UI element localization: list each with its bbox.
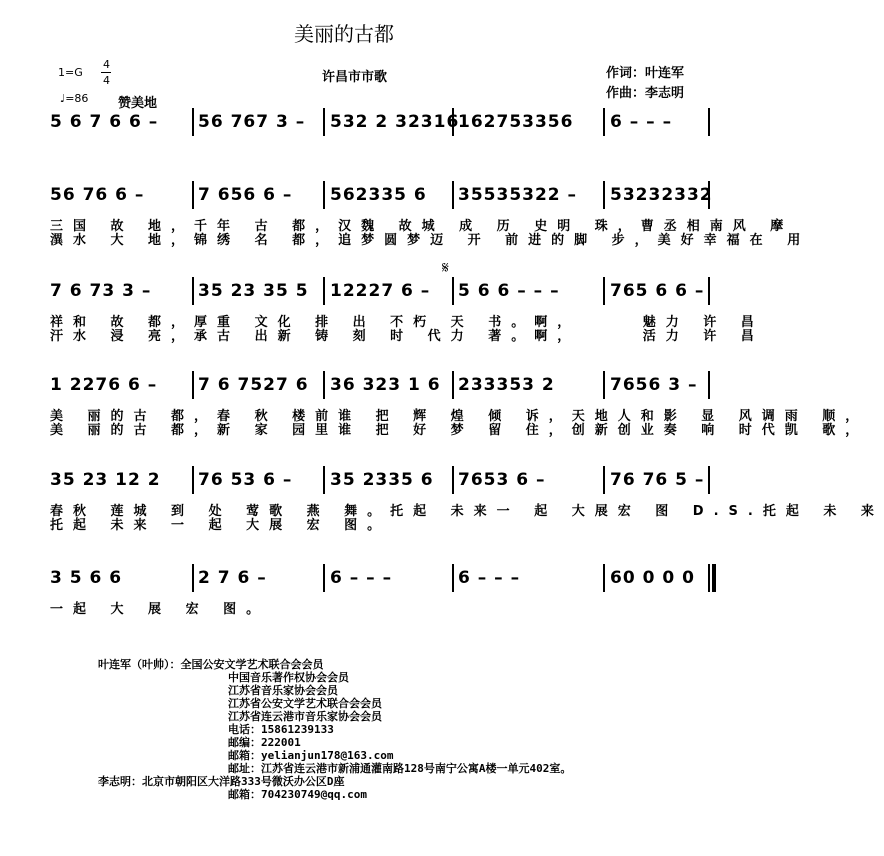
footer-postcode: 邮编：222001 — [228, 736, 301, 749]
measure-notes: 1 2276 6 – — [50, 375, 158, 395]
bar-line — [603, 564, 605, 592]
lyric-line: 三国 故 地，千年 古 都，汉魏 故城 成 历 史明 珠，曹丞相南风 摩 — [50, 219, 794, 234]
bar-line — [192, 181, 194, 209]
measure-notes: 56 767 3 – — [198, 112, 306, 132]
lyric-line: 祥和 故 都，厚重 文化 排 出 不朽 天 书。啊， 魅力 许 昌 — [50, 315, 764, 330]
measure-notes: 3 5 6 6 — [50, 568, 123, 588]
segno-icon: 𝄋 — [442, 258, 449, 277]
measure-notes: 60 0 0 0 — [610, 568, 695, 588]
measure-notes: 2 7 6 – — [198, 568, 267, 588]
bar-line — [323, 466, 325, 494]
bar-line — [603, 277, 605, 305]
lyric-line: 美 丽的古 都，春 秋 楼前谁 把 辉 煌 倾 诉，天地人和影 显 风调雨 顺， — [50, 409, 869, 424]
measure-notes: 12227 6 – — [330, 281, 431, 301]
measure-notes: 162753356 — [458, 112, 574, 132]
measure-notes: 35 23 12 2 — [50, 470, 161, 490]
footer-phone: 电话：15861239133 — [228, 723, 334, 736]
expression-marking: 赞美地 — [118, 96, 158, 111]
bar-line — [192, 564, 194, 592]
lyric-line: 潩水 大 地，锦绣 名 都，追梦圆梦迈 开 前进的脚 步，美好幸福在 用 — [50, 233, 811, 248]
footer-composer-address: 李志明：北京市朝阳区大洋路333号微沃办公区D座 — [98, 775, 345, 788]
bar-line — [708, 277, 710, 305]
measure-notes: 5 6 6 – – – — [458, 281, 560, 301]
bar-line — [192, 277, 194, 305]
final-bar-line — [712, 564, 716, 592]
lyric-line: 汗水 浸 亮，承古 出新 铸 刻 时 代力 著。啊， 活力 许 昌 — [50, 329, 764, 344]
measure-notes: 76 76 5 – — [610, 470, 705, 490]
measure-notes: 36 323 1 6 — [330, 375, 441, 395]
measure-notes: 6 – – – — [458, 568, 521, 588]
bar-line — [452, 277, 454, 305]
measure-notes: 5 6 7 6 6 – — [50, 112, 159, 132]
measure-notes: 233353 2 — [458, 375, 555, 395]
measure-notes: 532 2 32316 — [330, 112, 460, 132]
measure-notes: 35535322 – — [458, 185, 578, 205]
bar-line — [452, 371, 454, 399]
measure-notes: 7 656 6 – — [198, 185, 293, 205]
bar-line — [323, 564, 325, 592]
bar-line — [452, 181, 454, 209]
measure-notes: 765 6 6 – — [610, 281, 705, 301]
bar-line — [452, 564, 454, 592]
bar-line — [603, 181, 605, 209]
tempo-marking: ♩=86 — [60, 92, 89, 105]
measure-notes: 7 6 7527 6 — [198, 375, 309, 395]
song-subtitle: 许昌市市歌 — [322, 70, 388, 85]
measure-notes: 7 6 73 3 – — [50, 281, 152, 301]
measure-notes: 35 23 35 5 — [198, 281, 309, 301]
bar-line — [708, 108, 710, 136]
measure-notes: 76 53 6 – — [198, 470, 293, 490]
footer-composer-email: 邮箱：704230749@qq.com — [228, 788, 367, 801]
footer-address: 邮址：江苏省连云港市新浦通灌南路128号南宁公寓A楼一单元402室。 — [228, 762, 572, 775]
lyric-line: 一起 大 展 宏 图。 — [50, 602, 270, 617]
bar-line — [323, 108, 325, 136]
bar-line — [192, 466, 194, 494]
bar-line — [323, 371, 325, 399]
footer-line-5: 江苏省连云港市音乐家协会会员 — [228, 710, 382, 723]
bar-line — [708, 371, 710, 399]
measure-notes: 56 76 6 – — [50, 185, 145, 205]
lyric-line: 美 丽的古 都，新 家 园里谁 把 好 梦 留 住，创新创业奏 响 时代凯 歌， — [50, 423, 869, 438]
footer-line-2: 中国音乐著作权协会会员 — [228, 671, 349, 684]
key-signature: 1=G — [58, 66, 83, 79]
time-signature-line — [101, 72, 111, 73]
song-title: 美丽的古都 — [294, 22, 394, 46]
measure-notes: 35 2335 6 — [330, 470, 434, 490]
bar-line — [323, 181, 325, 209]
measure-notes: 562335 6 — [330, 185, 427, 205]
bar-line — [452, 466, 454, 494]
lyric-line: 春秋 莲城 到 处 莺歌 燕 舞。托起 未来一 起 大展宏 图 D.S.托起 未 来 — [50, 504, 884, 519]
bar-line — [708, 564, 710, 592]
time-signature-top: 4 — [103, 58, 110, 71]
time-signature-bottom: 4 — [103, 74, 110, 87]
lyricist-credit: 作词：叶连军 — [606, 66, 685, 81]
bar-line — [603, 466, 605, 494]
bar-line — [323, 277, 325, 305]
bar-line — [192, 108, 194, 136]
measure-notes: 7656 3 – — [610, 375, 698, 395]
bar-line — [603, 371, 605, 399]
lyric-line: 托起 未来 一 起 大展 宏 图。 — [50, 518, 391, 533]
footer-email: 邮箱：yelianjun178@163.com — [228, 749, 394, 762]
bar-line — [192, 371, 194, 399]
footer-line-4: 江苏省公安文学艺术联合会会员 — [228, 697, 382, 710]
footer-line-3: 江苏省音乐家协会会员 — [228, 684, 338, 697]
measure-notes: 6 – – – — [610, 112, 673, 132]
measure-notes: 7653 6 – — [458, 470, 546, 490]
bar-line — [603, 108, 605, 136]
measure-notes: 53232332 — [610, 185, 713, 205]
composer-credit: 作曲：李志明 — [606, 86, 685, 101]
measure-notes: 6 – – – — [330, 568, 393, 588]
bar-line — [708, 466, 710, 494]
footer-line-1: 叶连军（叶帅）：全国公安文学艺术联合会会员 — [98, 658, 324, 671]
